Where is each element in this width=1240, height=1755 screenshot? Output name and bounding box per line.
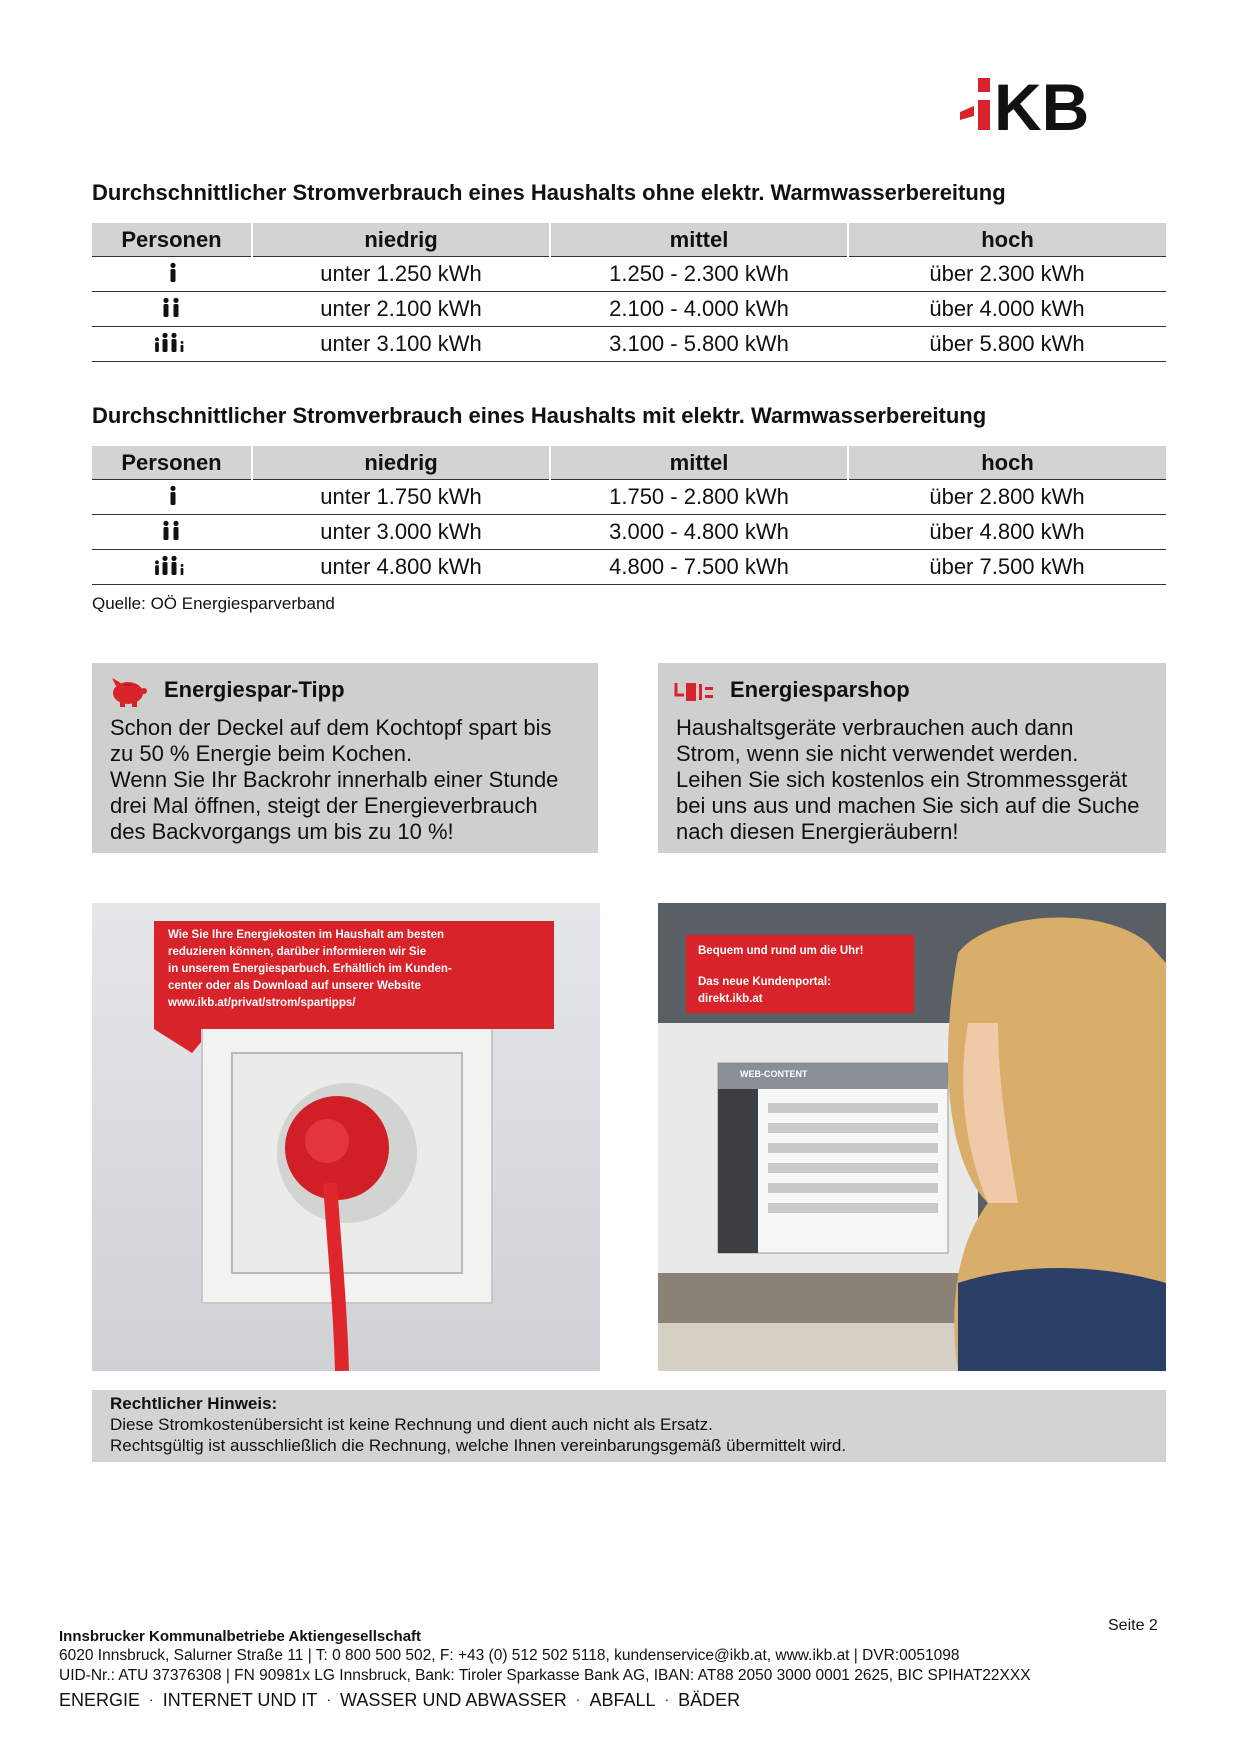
table-row: [92, 292, 1166, 327]
table-row: [92, 515, 1166, 550]
socket-photo: [92, 903, 600, 1371]
family-icon: [155, 330, 189, 358]
header-high: hoch: [848, 446, 1166, 480]
address-line: 6020 Innsbruck, Salurner Straße 11 | T: 0 800 500 502, F: +43 (0) 512 502 5118, kundenservice@ikb.at, www.ikb.at | DVR:0051098: [59, 1647, 960, 1664]
one-person-icon: [164, 260, 180, 288]
division-energy: ENERGIE: [59, 1690, 141, 1710]
division-water: WASSER UND ABWASSER: [340, 1690, 567, 1710]
socket-speech-bubble: Wie Sie Ihre Energiekosten im Haushalt am besten reduzieren können, darüber informieren wir Sie in unserem Energiesparbuch. Erhältlich im Kunden- center oder als Download auf unserer Website www.ikb.at/privat/strom/spartipps/: [154, 921, 554, 1029]
cell-low: unter 2.100 kWh: [252, 292, 550, 327]
shop-title: Energiesparshop: [730, 677, 910, 702]
tip-text: Schon der Deckel auf dem Kochtopf spart bis zu 50 % Energie beim Kochen. Wenn Sie Ihr Backrohr innerhalb einer Stunde drei Mal öffnen, steigt der Energieverbrauch des Backvorgangs um bis zu 10 %!: [110, 715, 559, 844]
table-row: [92, 257, 1166, 292]
cell-high: über 7.500 kWh: [848, 550, 1166, 585]
cell-high: über 2.800 kWh: [848, 480, 1166, 515]
cell-high: über 4.000 kWh: [848, 292, 1166, 327]
division-baths: BÄDER: [678, 1690, 741, 1710]
consumption-table-with-water-heating: [92, 446, 1166, 585]
header-high: hoch: [848, 223, 1166, 257]
legal-notice: [92, 1390, 1166, 1462]
ikb-logo: [960, 70, 1120, 140]
header-medium: mittel: [550, 223, 848, 257]
company-name: Innsbrucker Kommunalbetriebe Aktiengesellschaft: [59, 1628, 422, 1645]
cell-medium: 1.250 - 2.300 kWh: [550, 257, 848, 292]
energy-saving-tip-box: [92, 663, 598, 853]
cell-medium: 4.800 - 7.500 kWh: [550, 550, 848, 585]
consumption-table-without-water-heating: [92, 223, 1166, 362]
cell-low: unter 4.800 kWh: [252, 550, 550, 585]
header-persons: Personen: [92, 446, 252, 480]
two-persons-icon: [161, 518, 183, 546]
two-persons-icon: [161, 295, 183, 323]
source-note: Quelle: OÖ Energiesparverband: [92, 594, 335, 613]
logo-letters: KB: [994, 70, 1090, 140]
header-medium: mittel: [550, 446, 848, 480]
legal-line-1: Diese Stromkostenübersicht ist keine Rechnung und dient auch nicht als Ersatz.: [110, 1415, 713, 1434]
header-persons: Personen: [92, 223, 252, 257]
family-icon: [155, 553, 189, 581]
cell-high: über 5.800 kWh: [848, 327, 1166, 362]
table-row: [92, 327, 1166, 362]
table-row: [92, 480, 1166, 515]
cell-high: über 4.800 kWh: [848, 515, 1166, 550]
cell-medium: 1.750 - 2.800 kWh: [550, 480, 848, 515]
division-internet: INTERNET UND IT: [162, 1690, 318, 1710]
table2-title: Durchschnittlicher Stromverbrauch eines Haushalts mit elektr. Warmwasserbereitung: [92, 403, 987, 428]
page-number: Seite 2: [1108, 1617, 1158, 1634]
cell-medium: 3.000 - 4.800 kWh: [550, 515, 848, 550]
cell-medium: 3.100 - 5.800 kWh: [550, 327, 848, 362]
cell-low: unter 1.750 kWh: [252, 480, 550, 515]
cell-medium: 2.100 - 4.000 kWh: [550, 292, 848, 327]
cell-low: unter 3.100 kWh: [252, 327, 550, 362]
header-low: niedrig: [252, 446, 550, 480]
legal-title: Rechtlicher Hinweis:: [110, 1394, 278, 1413]
legal-line-2: Rechtsgültig ist ausschließlich die Rechnung, welche Ihnen vereinbarungsgemäß übermittelt wird.: [110, 1436, 847, 1455]
uid-line: UID-Nr.: ATU 37376308 | FN 90981x LG Innsbruck, Bank: Tiroler Sparkasse Bank AG, IBAN: AT88 2050 3000 0001 2625, BIC SPIHAT22XXX: [59, 1667, 1031, 1684]
cell-low: unter 1.250 kWh: [252, 257, 550, 292]
portal-speech-bubble: Bequem und rund um die Uhr! Das neue Kundenportal: direkt.ikb.at: [686, 935, 914, 1013]
division-waste: ABFALL: [589, 1690, 656, 1710]
screen-label: WEB-CONTENT: [740, 1069, 808, 1079]
cell-low: unter 3.000 kWh: [252, 515, 550, 550]
power-meter-icon: [672, 675, 716, 709]
energy-shop-box: [658, 663, 1166, 853]
table1-title: Durchschnittlicher Stromverbrauch eines Haushalts ohne elektr. Warmwasserbereitung: [92, 180, 1006, 205]
piggy-bank-icon: [106, 675, 150, 709]
one-person-icon: [164, 483, 180, 511]
tip-title: Energiespar-Tipp: [164, 677, 345, 702]
shop-text: Haushaltsgeräte verbrauchen auch dann Strom, wenn sie nicht verwendet werden. Leihen Sie sich kostenlos ein Strommessgerät bei uns aus und machen Sie sich auf die Suche nach diesen Energieräubern!: [676, 715, 1140, 844]
header-low: niedrig: [252, 223, 550, 257]
table-row: [92, 550, 1166, 585]
customer-portal-photo: [658, 903, 1166, 1371]
cell-high: über 2.300 kWh: [848, 257, 1166, 292]
divisions-list: ENERGIE · INTERNET UND IT · WASSER UND ABWASSER · ABFALL · BÄDER: [59, 1690, 741, 1710]
